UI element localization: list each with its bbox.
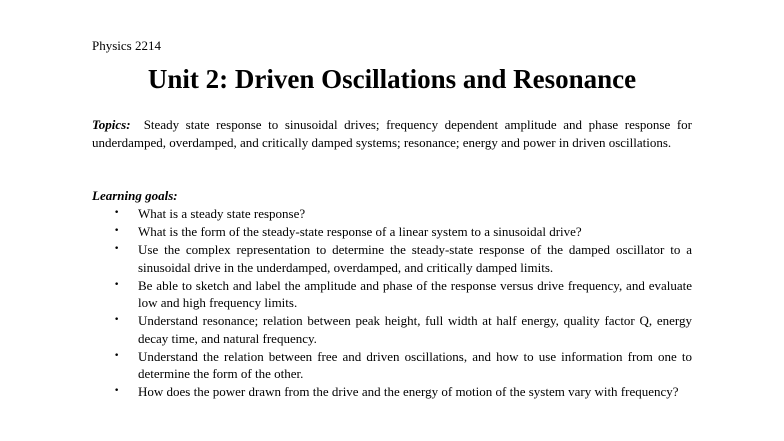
list-item	[92, 223, 692, 241]
topics-text: Steady state response to sinusoidal drives; frequency dependent amplitude and phase response for underdamped, overdamped, and critically damped systems; resonance; energy and power in driven oscillations.	[92, 117, 692, 150]
list-item	[92, 383, 692, 401]
bullet-icon: •	[114, 386, 120, 396]
goal-text: What is the form of the steady-state response of a linear system to a sinusoidal drive?	[138, 224, 582, 239]
goal-text: How does the power drawn from the drive and the energy of motion of the system vary with frequency?	[138, 384, 679, 399]
list-item	[92, 205, 692, 223]
topics-paragraph	[92, 116, 692, 151]
learning-goals-list	[92, 205, 692, 401]
list-item	[92, 312, 692, 347]
learning-goals-label: Learning goals:	[92, 188, 178, 203]
goal-text: Use the complex representation to determine the steady-state response of the damped oscillator to a sinusoidal drive in the underdamped, overdamped, and critically damped limits.	[138, 242, 692, 275]
bullet-icon: •	[114, 279, 120, 290]
goal-text: Be able to sketch and label the amplitude and phase of the response versus drive frequency, and evaluate low and high frequency limits.	[138, 277, 692, 310]
list-item	[92, 277, 692, 312]
list-item	[92, 348, 692, 383]
goal-text: Understand the relation between free and driven oscillations, and how to use information from one to determine the form of the other.	[138, 348, 692, 381]
page-title: Unit 2: Driven Oscillations and Resonance	[147, 64, 637, 94]
course-label: Physics 2214	[92, 38, 161, 53]
bullet-icon: •	[114, 226, 120, 236]
bullet-icon: •	[114, 244, 120, 254]
bullet-icon: •	[114, 315, 120, 325]
bullet-icon: •	[114, 208, 120, 218]
topics-label: Topics:	[92, 117, 131, 132]
goal-text: What is a steady state response?	[138, 206, 306, 221]
bullet-icon: •	[114, 350, 120, 361]
goal-text: Understand resonance; relation between peak height, full width at half energy, quality factor Q, energy decay time, and natural frequency.	[138, 313, 692, 346]
list-item	[92, 241, 692, 276]
